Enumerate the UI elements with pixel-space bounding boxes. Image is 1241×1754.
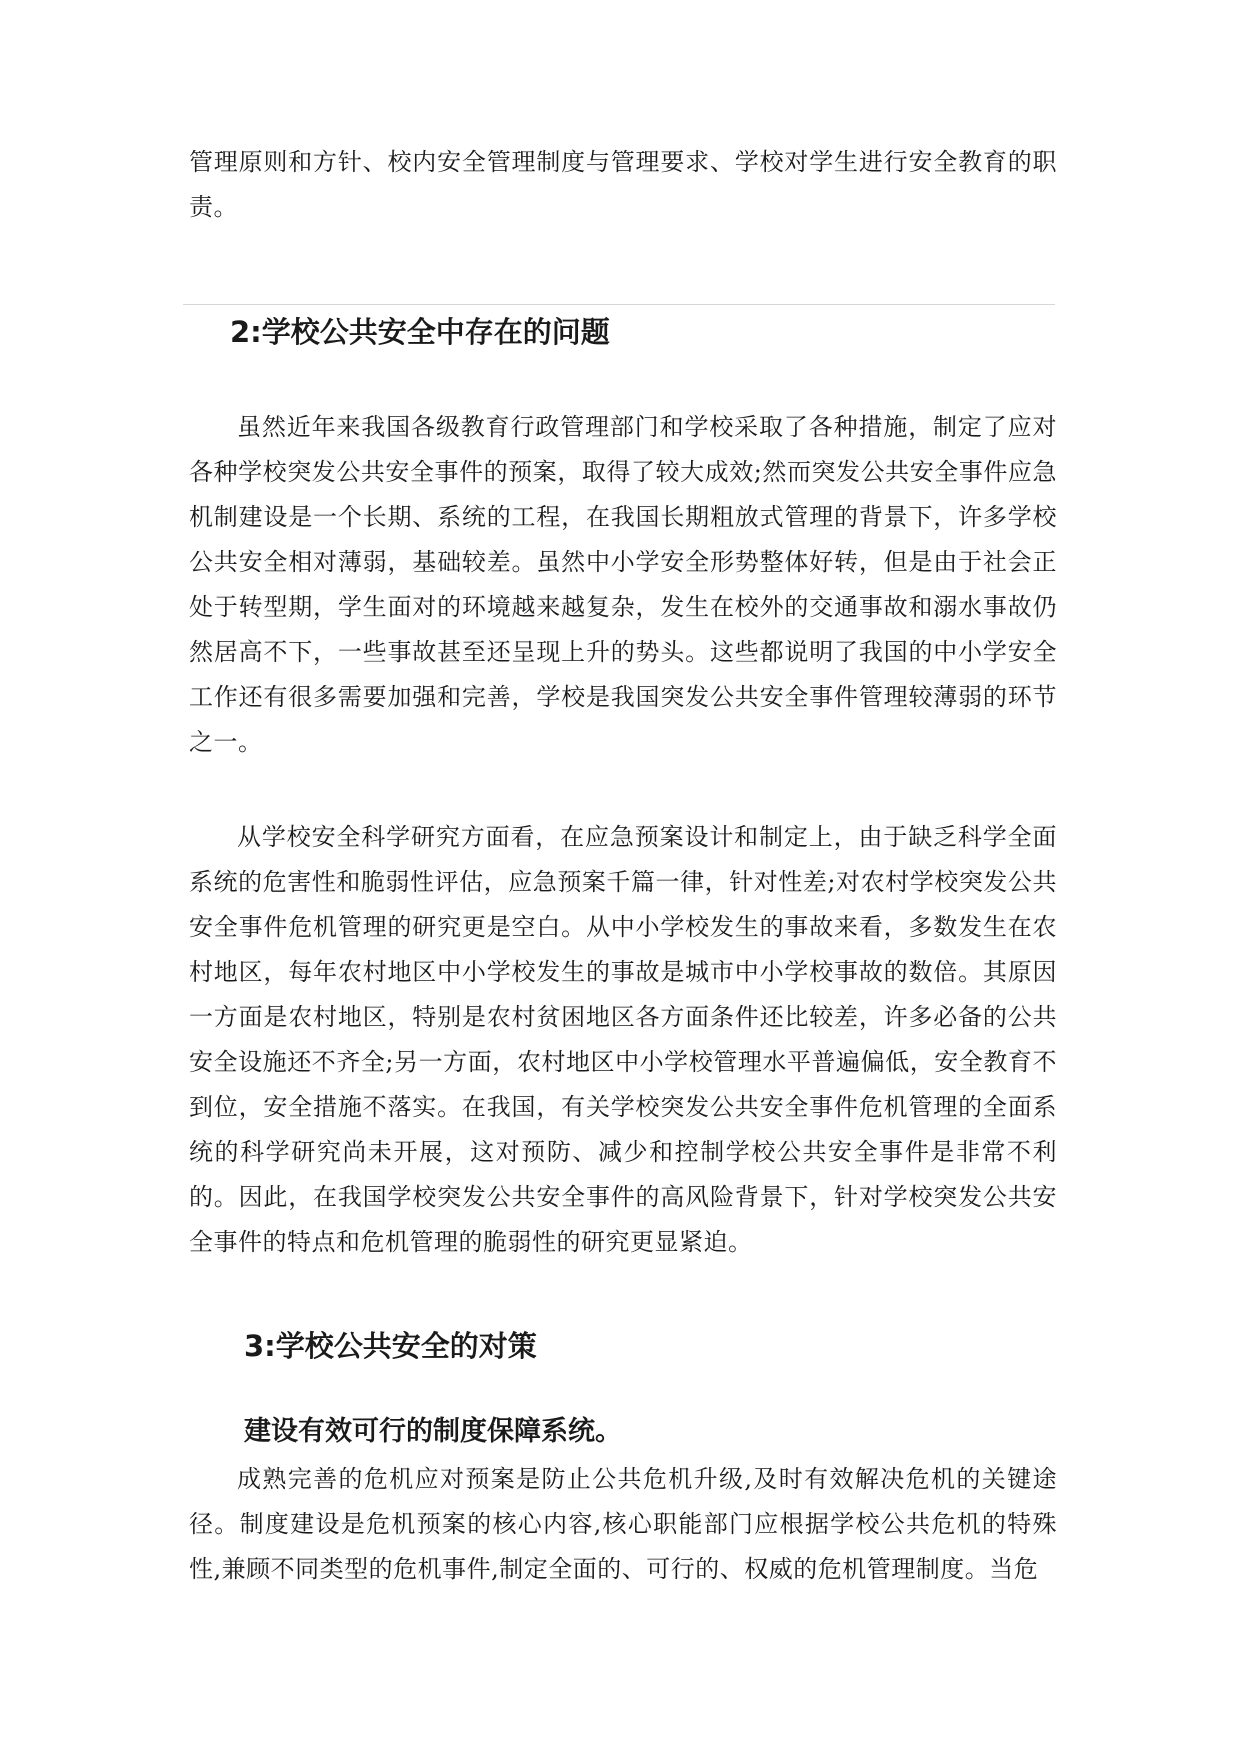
section-3-subheading: 建设有效可行的制度保障系统。 [244,1416,622,1447]
section-divider [183,304,1055,305]
section-3-paragraph-1: 成熟完善的危机应对预案是防止公共危机升级,及时有效解决危机的关键途径。制度建设是危机预案的核心内容,核心职能部门应根据学校公共危机的特殊性,兼顾不同类型的危机事件,制定全面的、可行的、权威的危机管理制度。当危 [189,1465,1057,1583]
section-2-paragraph-1: 虽然近年来我国各级教育行政管理部门和学校采取了各种措施，制定了应对各种学校突发公共安全事件的预案，取得了较大成效;然而突发公共安全事件应急机制建设是一个长期、系统的工程，在我国长期粗放式管理的背景下，许多学校公共安全相对薄弱，基础较差。虽然中小学安全形势整体好转，但是由于社会正处于转型期，学生面对的环境越来越复杂，发生在校外的交通事故和溺水事故仍然居高不下，一些事故甚至还呈现上升的势头。这些都说明了我国的中小学安全工作还有很多需要加强和完善，学校是我国突发公共安全事件管理较薄弱的环节之一。 [189,413,1057,756]
section-2-heading: 2:学校公共安全中存在的问题 [230,315,610,349]
section-3-heading: 3:学校公共安全的对策 [244,1329,537,1363]
section-2-paragraph-2: 从学校安全科学研究方面看，在应急预案设计和制定上，由于缺乏科学全面系统的危害性和脆弱性评估，应急预案千篇一律，针对性差;对农村学校突发公共安全事件危机管理的研究更是空白。从中小学校发生的事故来看，多数发生在农村地区，每年农村地区中小学校发生的事故是城市中小学校事故的数倍。其原因一方面是农村地区，特别是农村贫困地区各方面条件还比较差，许多必备的公共安全设施还不齐全;另一方面，农村地区中小学校管理水平普遍偏低，安全教育不到位，安全措施不落实。在我国，有关学校突发公共安全事件危机管理的全面系统的科学研究尚未开展，这对预防、减少和控制学校公共安全事件是非常不利的。因此，在我国学校突发公共安全事件的高风险背景下，针对学校突发公共安全事件的特点和危机管理的脆弱性的研究更显紧迫。 [189,823,1057,1256]
intro-paragraph: 管理原则和方针、校内安全管理制度与管理要求、学校对学生进行安全教育的职责。 [189,148,1057,221]
